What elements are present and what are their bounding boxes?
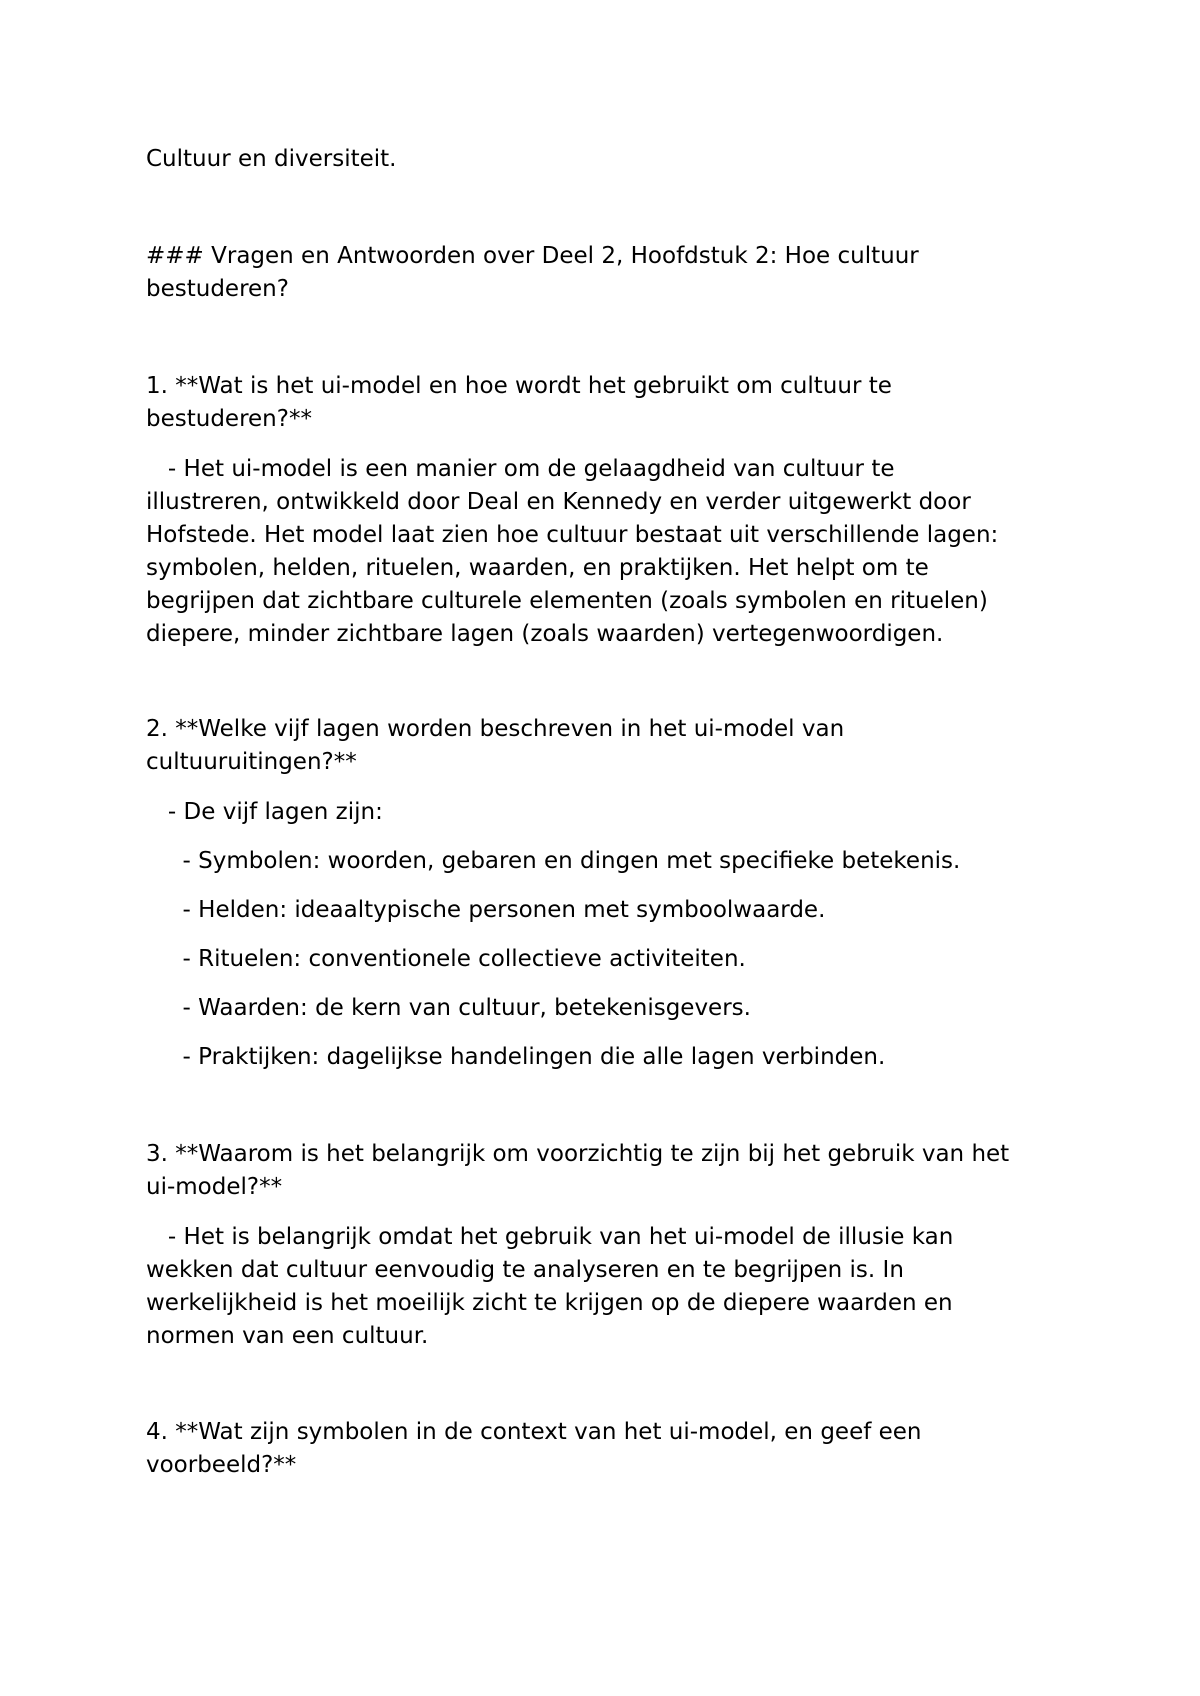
answer-3-line-2: wekken dat cultuur eenvoudig te analyseren en te begrijpen is. In (146, 1257, 904, 1283)
answer-1-line-1: - Het ui-model is een manier om de gelaagdheid van cultuur te (146, 456, 895, 482)
question-3-line-2: ui-model?** (146, 1174, 283, 1200)
answer-1-line-5: begrijpen dat zichtbare culturele elementen (zoals symbolen en rituelen) (146, 588, 988, 614)
layer-item-praktijken: - Praktijken: dagelijkse handelingen die alle lagen verbinden. (146, 1044, 886, 1070)
answer-3-line-4: normen van een cultuur. (146, 1323, 429, 1349)
question-3-line-1: 3. **Waarom is het belangrijk om voorzichtig te zijn bij het gebruik van het (146, 1141, 1010, 1167)
question-1-line-1: 1. **Wat is het ui-model en hoe wordt het gebruikt om cultuur te (146, 373, 892, 399)
answer-3-line-3: werkelijkheid is het moeilijk zicht te krijgen op de diepere waarden en (146, 1290, 953, 1316)
layer-item-waarden: - Waarden: de kern van cultuur, betekenisgevers. (146, 995, 751, 1021)
layer-item-symbolen: - Symbolen: woorden, gebaren en dingen met specifieke betekenis. (146, 848, 961, 874)
question-1-line-2: bestuderen?** (146, 406, 312, 432)
answer-1-line-2: illustreren, ontwikkeld door Deal en Kennedy en verder uitgewerkt door (146, 489, 971, 515)
section-heading-line-2: bestuderen? (146, 276, 289, 302)
answer-3-line-1: - Het is belangrijk omdat het gebruik van het ui-model de illusie kan (146, 1224, 954, 1250)
answer-2-intro: - De vijf lagen zijn: (146, 799, 383, 825)
question-2-line-2: cultuuruitingen?** (146, 749, 357, 775)
section-heading-line-1: ### Vragen en Antwoorden over Deel 2, Hoofdstuk 2: Hoe cultuur (146, 243, 919, 269)
question-4-line-2: voorbeeld?** (146, 1452, 297, 1478)
layer-item-rituelen: - Rituelen: conventionele collectieve activiteiten. (146, 946, 746, 972)
question-4-line-1: 4. **Wat zijn symbolen in de context van het ui-model, en geef een (146, 1419, 922, 1445)
answer-1-line-4: symbolen, helden, rituelen, waarden, en praktijken. Het helpt om te (146, 555, 929, 581)
question-2-line-1: 2. **Welke vijf lagen worden beschreven in het ui-model van (146, 716, 845, 742)
answer-1-line-6: diepere, minder zichtbare lagen (zoals waarden) vertegenwoordigen. (146, 621, 944, 647)
answer-1-line-3: Hofstede. Het model laat zien hoe cultuur bestaat uit verschillende lagen: (146, 522, 999, 548)
layer-item-helden: - Helden: ideaaltypische personen met symboolwaarde. (146, 897, 826, 923)
document-title: Cultuur en diversiteit. (146, 146, 397, 172)
